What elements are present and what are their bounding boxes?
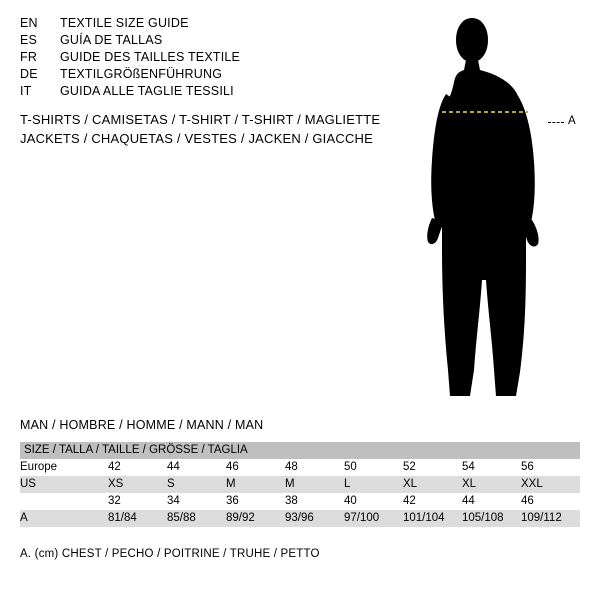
row-label: US — [20, 476, 108, 493]
size-table — [20, 442, 580, 527]
cell: 54 — [462, 459, 521, 476]
table-title: MAN / HOMBRE / HOMME / MANN / MAN — [20, 418, 264, 432]
language-row — [20, 67, 400, 84]
cell: 109/112 — [521, 510, 580, 527]
language-text: GUIDE DES TAILLES TEXTILE — [60, 50, 241, 64]
cell: XL — [403, 476, 462, 493]
footnote: A. (cm) CHEST / PECHO / POITRINE / TRUHE / PETTO — [20, 548, 320, 560]
language-text: TEXTILE SIZE GUIDE — [60, 16, 189, 30]
cell: 42 — [108, 459, 167, 476]
cell: 52 — [403, 459, 462, 476]
cell: 46 — [226, 459, 285, 476]
cell: XL — [462, 476, 521, 493]
table-header-label: SIZE / TALLA / TAILLE / GRÖSSE / TAGLIA — [20, 442, 580, 459]
language-row — [20, 33, 400, 50]
cell: XXL — [521, 476, 580, 493]
cell: 93/96 — [285, 510, 344, 527]
cell: 50 — [344, 459, 403, 476]
cell: 32 — [108, 493, 167, 510]
language-row — [20, 84, 400, 101]
table-row — [20, 493, 580, 510]
category-tshirts: T-SHIRTS / CAMISETAS / T-SHIRT / T-SHIRT / MAGLIETTE — [20, 112, 381, 127]
cell: 36 — [226, 493, 285, 510]
cell: L — [344, 476, 403, 493]
language-code: FR — [20, 50, 38, 64]
cell: 46 — [521, 493, 580, 510]
language-code: EN — [20, 16, 38, 30]
row-label: A — [20, 510, 108, 527]
cell: 56 — [521, 459, 580, 476]
cell: 38 — [285, 493, 344, 510]
table-row — [20, 476, 580, 493]
language-row — [20, 50, 400, 67]
cell: 85/88 — [167, 510, 226, 527]
language-code: DE — [20, 67, 38, 81]
row-label: Europe — [20, 459, 108, 476]
language-text: GUIDA ALLE TAGLIE TESSILI — [60, 84, 234, 98]
table-header-row — [20, 442, 580, 459]
cell: 97/100 — [344, 510, 403, 527]
cell: M — [285, 476, 344, 493]
cell: 105/108 — [462, 510, 521, 527]
category-list — [20, 110, 420, 148]
cell: 89/92 — [226, 510, 285, 527]
table-row — [20, 459, 580, 476]
row-label — [20, 493, 108, 510]
cell: 48 — [285, 459, 344, 476]
cell: 81/84 — [108, 510, 167, 527]
language-text: TEXTILGRÖßENFÜHRUNG — [60, 67, 223, 81]
table-row — [20, 510, 580, 527]
cell: 40 — [344, 493, 403, 510]
cell: 34 — [167, 493, 226, 510]
measure-label-a: A — [568, 115, 576, 127]
language-code: ES — [20, 33, 38, 47]
figure-svg — [400, 10, 600, 410]
measure-leader-line — [548, 122, 564, 123]
cell: 101/104 — [403, 510, 462, 527]
cell: XS — [108, 476, 167, 493]
language-list — [20, 16, 400, 101]
category-jackets: JACKETS / CHAQUETAS / VESTES / JACKEN / GIACCHE — [20, 131, 374, 146]
male-figure-illustration — [400, 10, 600, 410]
language-text: GUÍA DE TALLAS — [60, 33, 163, 47]
cell: 42 — [403, 493, 462, 510]
cell: M — [226, 476, 285, 493]
cell: 44 — [167, 459, 226, 476]
language-code: IT — [20, 84, 32, 98]
cell: S — [167, 476, 226, 493]
cell: 44 — [462, 493, 521, 510]
language-row — [20, 16, 400, 33]
